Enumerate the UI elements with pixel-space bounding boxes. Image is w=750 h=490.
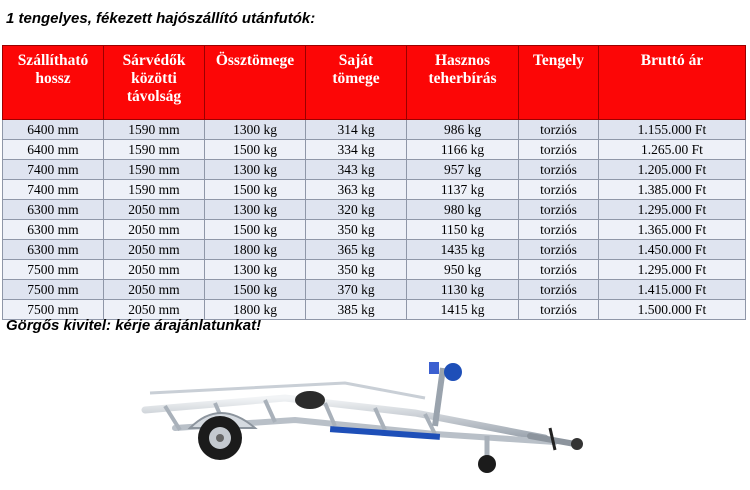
table-cell: 6400 mm (3, 140, 104, 160)
table-body (3, 120, 746, 320)
table-cell: 1500 kg (205, 220, 306, 240)
table-cell: 950 kg (407, 260, 519, 280)
column-header (3, 46, 104, 120)
table-cell: 1166 kg (407, 140, 519, 160)
column-header-line: teherbírás (428, 70, 497, 87)
table-cell: 1.450.000 Ft (599, 240, 746, 260)
table-cell: 314 kg (306, 120, 407, 140)
table-cell: 1500 kg (205, 140, 306, 160)
table-cell: 980 kg (407, 200, 519, 220)
table-cell: 320 kg (306, 200, 407, 220)
table-cell: 350 kg (306, 220, 407, 240)
column-header-line: Hasznos (434, 52, 491, 69)
table-row (3, 240, 746, 260)
table-cell: 2050 mm (104, 300, 205, 320)
table-cell: 343 kg (306, 160, 407, 180)
table-cell: 385 kg (306, 300, 407, 320)
column-header-line: távolság (126, 88, 182, 105)
table-cell: 1300 kg (205, 120, 306, 140)
table-cell: 1800 kg (205, 300, 306, 320)
page-title: 1 tengelyes, fékezett hajószállító utánfutók: (6, 10, 316, 27)
table-cell: torziós (519, 260, 599, 280)
column-header-line: Össztömege (215, 52, 295, 69)
table-row (3, 220, 746, 240)
table-cell: 6300 mm (3, 240, 104, 260)
table-cell: 1435 kg (407, 240, 519, 260)
table-cell: 1500 kg (205, 180, 306, 200)
table-cell: torziós (519, 240, 599, 260)
table-cell: 1300 kg (205, 160, 306, 180)
table-cell: 363 kg (306, 180, 407, 200)
table-cell: torziós (519, 120, 599, 140)
table-row (3, 260, 746, 280)
column-header (306, 46, 407, 120)
table-cell: 1.265.00 Ft (599, 140, 746, 160)
table-cell: torziós (519, 280, 599, 300)
column-header-line: Saját (338, 52, 374, 69)
table-cell: torziós (519, 220, 599, 240)
table-cell: 1590 mm (104, 120, 205, 140)
table-cell: 7500 mm (3, 280, 104, 300)
table-cell: 1415 kg (407, 300, 519, 320)
boat-trailer-image (135, 358, 615, 483)
table-row (3, 280, 746, 300)
table-cell: torziós (519, 200, 599, 220)
table-cell: torziós (519, 180, 599, 200)
table-cell: 1.500.000 Ft (599, 300, 746, 320)
column-header-line: tömege (332, 70, 380, 87)
table-cell: 6300 mm (3, 220, 104, 240)
table-cell: 7500 mm (3, 260, 104, 280)
column-header-line: Sárvédők (122, 52, 186, 69)
column-header-line: közötti (131, 70, 177, 87)
table-cell: 2050 mm (104, 220, 205, 240)
table-cell: 1.365.000 Ft (599, 220, 746, 240)
column-header-line: Szállítható (17, 52, 89, 69)
table-row (3, 200, 746, 220)
column-header-line: Tengely (532, 52, 585, 69)
table-cell: 1300 kg (205, 200, 306, 220)
table-cell: 1590 mm (104, 180, 205, 200)
table-cell: 370 kg (306, 280, 407, 300)
table-cell: 334 kg (306, 140, 407, 160)
table-cell: 1.295.000 Ft (599, 200, 746, 220)
column-header (407, 46, 519, 120)
table-cell: 2050 mm (104, 240, 205, 260)
table-cell: 7400 mm (3, 160, 104, 180)
table-cell: 957 kg (407, 160, 519, 180)
column-header (104, 46, 205, 120)
column-header-line: Bruttó ár (640, 52, 704, 69)
column-header (205, 46, 306, 120)
table-cell: 1130 kg (407, 280, 519, 300)
table-cell: torziós (519, 160, 599, 180)
table-cell: 1137 kg (407, 180, 519, 200)
table-cell: 350 kg (306, 260, 407, 280)
table-row (3, 120, 746, 140)
table-cell: 1.385.000 Ft (599, 180, 746, 200)
table-row (3, 140, 746, 160)
table-cell: 1500 kg (205, 280, 306, 300)
table-cell: 1590 mm (104, 140, 205, 160)
table-cell: 1.415.000 Ft (599, 280, 746, 300)
column-header (599, 46, 746, 120)
table-cell: 986 kg (407, 120, 519, 140)
column-header-line: hossz (35, 70, 71, 87)
table-row (3, 180, 746, 200)
table-row (3, 160, 746, 180)
table-cell: 7400 mm (3, 180, 104, 200)
table-cell: 1150 kg (407, 220, 519, 240)
table-cell: 6400 mm (3, 120, 104, 140)
table-cell: torziós (519, 300, 599, 320)
table-cell: 1800 kg (205, 240, 306, 260)
trailer-spec-table (2, 45, 746, 320)
table-cell: 6300 mm (3, 200, 104, 220)
table-cell: 1.205.000 Ft (599, 160, 746, 180)
table-cell: 2050 mm (104, 200, 205, 220)
table-cell: 365 kg (306, 240, 407, 260)
table-cell: 1.295.000 Ft (599, 260, 746, 280)
column-header (519, 46, 599, 120)
table-cell: 7500 mm (3, 300, 104, 320)
table-cell: torziós (519, 140, 599, 160)
table-cell: 1300 kg (205, 260, 306, 280)
table-cell: 2050 mm (104, 260, 205, 280)
table-header-row (3, 46, 746, 120)
roller-version-note: Görgős kivitel: kérje árajánlatunkat! (6, 317, 262, 334)
table-cell: 2050 mm (104, 280, 205, 300)
table-cell: 1.155.000 Ft (599, 120, 746, 140)
table-cell: 1590 mm (104, 160, 205, 180)
